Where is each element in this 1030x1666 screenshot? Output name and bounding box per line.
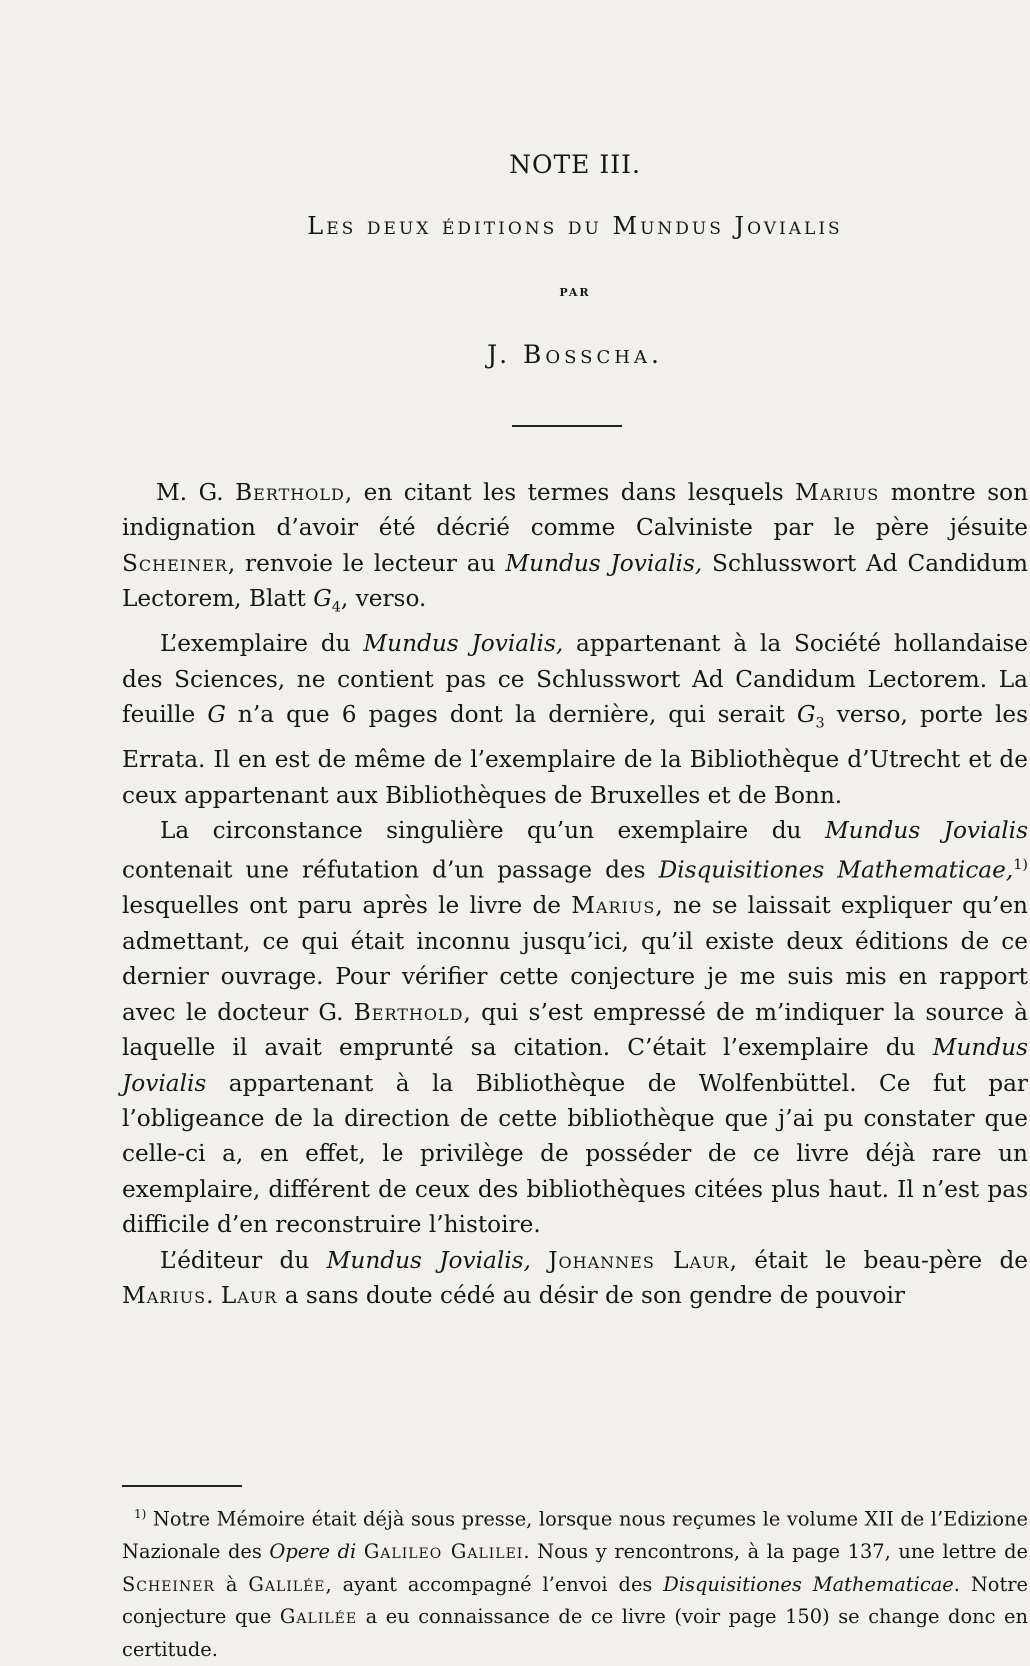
note-subtitle: Les deux éditions du Mundus Jovialis bbox=[307, 212, 843, 240]
author-name: J. Bosscha. bbox=[487, 340, 663, 369]
footnote-text: $^{1)}$ Notre Mémoire était déjà sous presse, lorsque nous reçumes le volume XII de l’Edizione Nazionale des Opere di Galileo Galilei. Nous y rencontrons, à la page 137, une lettre de Scheiner à Galilée, ayant accompagné l’envoi des Disquisitiones Mathematicae. Notre conjecture que Galilée a eu connaissance de ce livre (voir page 150) se change donc en certitude. bbox=[122, 1507, 1029, 1661]
paragraph-2: L’exemplaire du Mundus Jovialis, appartenant à la Société hollandaise des Sciences, ne contient pas ce Schlusswort Ad Candidum Lectorem. La feuille G n’a que 6 pages dont la dernière, qui serait $G_3$ verso, porte les Errata. Il en est de même de l’exemplaire de la Bibliothèque d’Utrecht et de ceux appartenant aux Bibliothèques de Bruxelles et de Bonn. bbox=[122, 630, 1029, 809]
footnote-rule bbox=[122, 1485, 242, 1487]
paragraph-1: M. G. Berthold, en citant les termes dans lesquels Marius montre son indignation d’avoir été décrié comme Calviniste par le père jésuite Scheiner, renvoie le lecteur au Mundus Jovialis, Schlusswort Ad Candidum Lectorem, Blatt $G_4$, verso. bbox=[122, 479, 1029, 616]
main-text bbox=[122, 475, 1028, 1313]
footnote bbox=[122, 1498, 1028, 1666]
title-rule bbox=[512, 425, 622, 427]
paragraph-3: La circonstance singulière qu’un exemplaire du Mundus Jovialis contenait une réfutation d’un passage des Disquisitiones Mathematicae,$^{1)}$ lesquelles ont paru après le livre de Marius, ne se laissait expliquer qu’en admettant, ce qui était inconnu jusqu’ici, qu’il existe deux éditions de ce dernier ouvrage. Pour vérifier cette conjecture je me suis mis en rapport avec le docteur G. Berthold, qui s’est empressé de m’indiquer la source à laquelle il avait emprunté sa citation. C’était l’exemplaire du Mundus Jovialis appartenant à la Bibliothèque de Wolfenbüttel. Ce fut par l’obligeance de la direction de cette bibliothèque que j’ai pu constater que celle-ci a, en effet, le privilège de posséder de ce livre déjà rare un exemplaire, différent de ceux des bibliothèques citées plus haut. Il n’est pas difficile d’en reconstruire l’histoire. bbox=[122, 816, 1029, 1239]
note-number: NOTE III. bbox=[509, 150, 641, 179]
by-line: par bbox=[559, 282, 591, 300]
footnote-ref: 1) bbox=[1013, 857, 1028, 874]
paragraph-4: L’éditeur du Mundus Jovialis, Johannes Laur, était le beau-père de Marius. Laur a sans doute cédé au désir de son gendre de pouvoir bbox=[122, 1246, 1029, 1309]
